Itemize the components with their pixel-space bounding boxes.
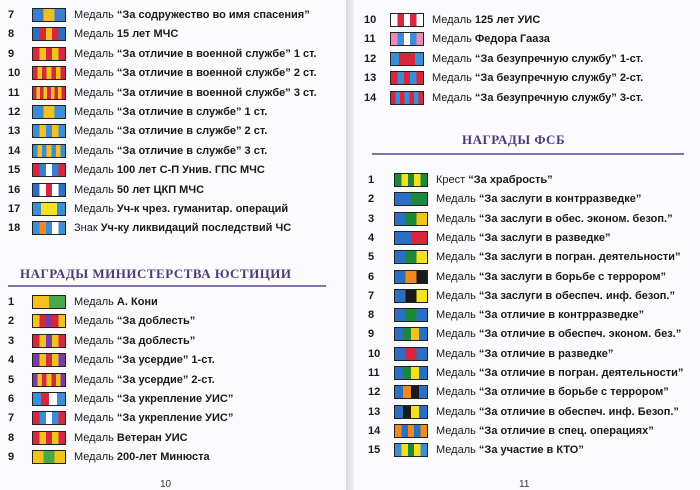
ribbon-bar-icon [390,91,424,105]
award-row [368,306,644,324]
award-row [8,200,288,218]
award-name: 100 лет С-П Унив. ГПС МЧС [116,164,265,177]
award-title [74,335,195,347]
award-kind: Медаль [74,334,114,347]
award-number: 11 [368,367,380,379]
award-kind: Медаль [436,424,476,437]
award-name: “За доблесть” [116,315,196,328]
award-kind: Медаль [436,309,476,322]
award-kind: Медаль [74,373,114,386]
award-title [436,174,553,186]
ribbon-bar-icon [32,47,66,61]
award-name: 200-лет Минюста [116,451,210,464]
award-title [432,92,643,104]
award-title [432,53,643,65]
award-number: 6 [368,270,375,283]
award-title [432,72,643,84]
award-number: 10 [364,14,377,26]
ribbon-bar-icon [394,366,428,380]
award-title [74,9,310,21]
award-title [436,193,641,205]
award-row [8,448,210,466]
award-number: 12 [368,386,381,399]
ribbon-bar-icon [394,424,428,438]
award-number: 7 [368,289,375,302]
award-name: “За укрепление УИС” [116,412,234,425]
award-name: “За безупречную службу” 2-ст. [474,72,644,85]
award-number: 13 [8,125,21,138]
award-kind: Медаль [74,47,114,60]
award-row [8,64,317,82]
award-kind: Медаль [436,405,476,418]
award-kind: Медаль [74,431,114,444]
award-name: “За безупречную службу” 3-ст. [474,91,644,104]
award-name: “За содружество во имя спасения” [116,9,310,21]
award-name: 50 лет ЦКП МЧС [116,183,205,196]
award-name: “За усердие” 2-ст. [116,373,215,386]
award-number: 3 [368,212,375,225]
ribbon-bar-icon [32,373,66,387]
award-name: “За отличие в военной службе” 3 ст. [116,86,317,99]
award-title [74,315,195,327]
award-number: 8 [368,309,375,322]
award-kind: Медаль [436,251,476,264]
award-name: 125 лет УИС [474,14,541,26]
ribbon-bar-icon [394,327,428,341]
ribbon-bar-icon [394,385,428,399]
award-row [368,403,679,421]
award-title [74,145,267,157]
award-number: 10 [8,67,21,80]
award-name: “За отличие в службе” 1 ст. [116,106,268,118]
award-name: “За укрепление УИС” [116,393,234,405]
award-title [436,271,666,283]
award-kind: Медаль [74,67,114,80]
award-title [74,106,267,118]
award-number: 5 [8,373,15,386]
award-name: “За отличие в службе” 3 ст. [116,144,268,157]
award-title [74,125,267,137]
ribbon-bar-icon [32,334,66,348]
ribbon-bar-icon [32,202,66,216]
award-row [8,84,317,102]
award-number: 9 [8,47,15,60]
section-title-fsb: НАГРАДЫ ФСБ [462,132,566,147]
award-kind: Медаль [74,315,114,328]
ribbon-bar-icon [394,212,428,226]
ribbon-bar-icon [390,71,424,85]
book-gutter [346,0,354,490]
ribbon-bar-icon [32,105,66,119]
award-name: “За заслуги в обес. эконом. безоп.” [478,212,673,225]
award-number: 15 [8,164,21,177]
award-name: “За отличие в военной службе” 2 ст. [116,67,317,80]
award-row [368,364,683,382]
award-kind: Медаль [432,14,472,26]
award-name: “За отличие в спец. операциях” [478,424,654,437]
award-row [364,50,643,68]
award-title [74,451,210,463]
award-kind: Медаль [432,33,472,46]
award-title [436,328,681,340]
award-row [368,325,681,343]
award-row [8,409,233,427]
award-number: 5 [368,251,375,264]
award-name: “За заслуги в обеспеч. инф. безоп.” [478,289,675,302]
award-title [432,14,540,26]
ribbon-bar-icon [32,431,66,445]
award-kind: Крест [436,174,466,186]
left-page [0,0,346,490]
award-title [436,290,675,302]
award-row [8,45,317,63]
award-kind: Медаль [432,91,472,104]
award-row [8,390,233,408]
award-name: “За отличие в военной службе” 1 ст. [116,47,317,60]
award-kind: Медаль [74,203,114,215]
award-title [74,184,204,196]
ribbon-bar-icon [394,405,428,419]
award-name: “За заслуги в разведке” [478,231,611,244]
award-number: 15 [368,444,381,457]
award-title [74,296,158,308]
award-title [74,432,188,444]
award-kind: Медаль [74,354,114,367]
award-number: 4 [8,354,15,367]
award-name: “За отличие в борьбе с террором” [478,386,669,399]
award-row [368,422,654,440]
award-title [74,48,317,60]
award-number: 10 [368,347,381,360]
award-title [436,213,673,225]
award-name: Ветеран УИС [116,431,188,444]
ribbon-bar-icon [32,8,66,22]
award-kind: Медаль [74,28,114,41]
ribbon-bar-icon [394,192,428,206]
award-kind: Медаль [74,144,114,157]
ribbon-bar-icon [32,66,66,80]
award-kind: Медаль [432,52,472,65]
award-title [436,367,683,379]
award-kind: Знак [74,222,98,235]
award-kind: Медаль [436,270,476,283]
award-name: “За усердие” 1-ст. [116,354,215,367]
award-row [368,345,613,363]
award-kind: Медаль [432,72,472,85]
ribbon-bar-icon [32,411,66,425]
ribbon-bar-icon [32,124,66,138]
ribbon-bar-icon [32,314,66,328]
award-title [74,412,233,424]
award-title [74,354,215,366]
award-row [8,25,178,43]
ribbon-bar-icon [32,27,66,41]
ribbon-bar-icon [394,231,428,245]
award-title [74,203,288,215]
award-row [8,332,195,350]
award-row [368,171,553,189]
award-kind: Медаль [436,328,476,341]
award-number: 14 [368,424,381,437]
award-number: 9 [8,451,15,464]
award-name: Уч-к чрез. гуманитар. операций [116,203,289,215]
award-name: “За храбрость” [468,174,553,186]
section-title-justice: НАГРАДЫ МИНИСТЕРСТВА ЮСТИЦИИ [20,266,292,281]
section-rule [372,153,684,155]
award-kind: Медаль [74,9,114,21]
ribbon-bar-icon [32,183,66,197]
award-number: 1 [8,296,15,308]
award-kind: Медаль [74,393,114,405]
award-row [8,429,188,447]
award-row [8,103,267,121]
award-row [364,69,643,87]
award-kind: Медаль [436,444,476,457]
page-number: 11 [519,479,530,490]
award-title [432,33,550,45]
award-name: “За отличие в разведке” [478,347,614,360]
ribbon-bar-icon [32,295,66,309]
award-number: 13 [364,72,377,85]
award-kind: Медаль [436,231,476,244]
award-title [436,309,644,321]
ribbon-bar-icon [32,392,66,406]
award-title [74,28,178,40]
award-number: 7 [8,412,15,425]
award-row [364,89,643,107]
ribbon-bar-icon [394,308,428,322]
award-row [364,30,550,48]
award-row [8,181,204,199]
award-kind: Медаль [436,193,476,206]
award-kind: Медаль [74,296,114,308]
award-name: А. Кони [116,296,158,308]
award-row [8,142,267,160]
award-kind: Медаль [74,125,114,138]
award-row [8,351,215,369]
award-kind: Медаль [436,347,476,360]
ribbon-bar-icon [32,163,66,177]
award-title [74,374,215,386]
ribbon-bar-icon [32,86,66,100]
award-number: 14 [8,144,21,157]
page-number: 10 [160,479,172,490]
award-number: 12 [364,52,377,65]
award-row [8,371,215,389]
award-name: “За отличие в контрразведке” [478,309,645,322]
award-number: 8 [8,431,15,444]
award-row [368,441,584,459]
ribbon-bar-icon [390,32,424,46]
award-kind: Медаль [436,212,476,225]
award-kind: Медаль [436,367,476,379]
award-title [436,251,681,263]
award-name: “За заслуги в контрразведке” [478,193,642,206]
award-title [74,164,265,176]
ribbon-bar-icon [390,13,424,27]
award-number: 7 [8,9,15,21]
award-name: “За отличие в обеспеч. инф. Безоп.” [478,405,679,418]
ribbon-bar-icon [32,221,66,235]
award-number: 16 [8,183,21,196]
award-number: 4 [368,231,375,244]
award-row [8,161,265,179]
award-name: “За отличие в погран. деятельности” [478,367,684,379]
award-kind: Медаль [436,289,476,302]
award-title [74,393,233,405]
award-name: “За отличие в обеспеч. эконом. без.” [478,328,682,341]
award-title [436,425,654,437]
award-name: “За заслуги в погран. деятельности” [478,251,681,264]
award-name: “За безупречную службу” 1-ст. [474,52,644,65]
award-number: 12 [8,106,21,118]
award-name: “За заслуги в борьбе с террором” [478,270,666,283]
award-number: 1 [368,174,375,186]
award-row [368,190,641,208]
award-number: 2 [368,193,375,206]
award-number: 18 [8,222,21,235]
award-number: 9 [368,328,375,341]
award-name: “За участие в КТО” [478,444,584,457]
award-title [74,87,317,99]
award-number: 11 [8,86,20,99]
ribbon-bar-icon [394,289,428,303]
award-row [8,6,310,24]
award-title [436,386,669,398]
award-number: 13 [368,405,381,418]
award-number: 14 [364,91,377,104]
award-row [8,122,267,140]
award-row [368,229,611,247]
award-title [74,67,317,79]
award-title [436,348,613,360]
award-title [436,232,611,244]
ribbon-bar-icon [394,270,428,284]
award-kind: Медаль [74,183,114,196]
ribbon-bar-icon [394,443,428,457]
award-title [436,444,584,456]
award-kind: Медаль [74,451,114,464]
ribbon-bar-icon [32,144,66,158]
award-number: 8 [8,28,15,41]
award-row [8,312,195,330]
award-name: “За доблесть” [116,334,196,347]
award-kind: Медаль [74,86,114,99]
ribbon-bar-icon [32,450,66,464]
award-row [8,219,291,237]
award-kind: Медаль [74,412,114,425]
award-row [368,383,669,401]
ribbon-bar-icon [32,353,66,367]
award-row [364,11,540,29]
award-kind: Медаль [436,386,476,399]
ribbon-bar-icon [394,347,428,361]
award-name: 15 лет МЧС [116,28,179,41]
award-kind: Медаль [74,106,114,118]
award-name: Уч-ку ликвидаций последствий ЧС [100,222,292,235]
award-row [368,210,673,228]
section-rule [8,285,326,287]
award-row [368,268,666,286]
ribbon-bar-icon [390,52,424,66]
award-row [368,248,681,266]
award-title [74,222,291,234]
award-row [368,287,675,305]
award-row [8,293,158,311]
award-name: “За отличие в службе” 2 ст. [116,125,268,138]
award-kind: Медаль [74,164,114,177]
award-number: 3 [8,334,15,347]
award-number: 6 [8,393,15,405]
award-title [436,406,679,418]
award-number: 2 [8,315,15,328]
ribbon-bar-icon [394,250,428,264]
award-number: 17 [8,203,21,215]
right-page [354,0,700,490]
ribbon-bar-icon [394,173,428,187]
award-name: Федора Гааза [474,33,550,46]
award-number: 11 [364,33,376,46]
